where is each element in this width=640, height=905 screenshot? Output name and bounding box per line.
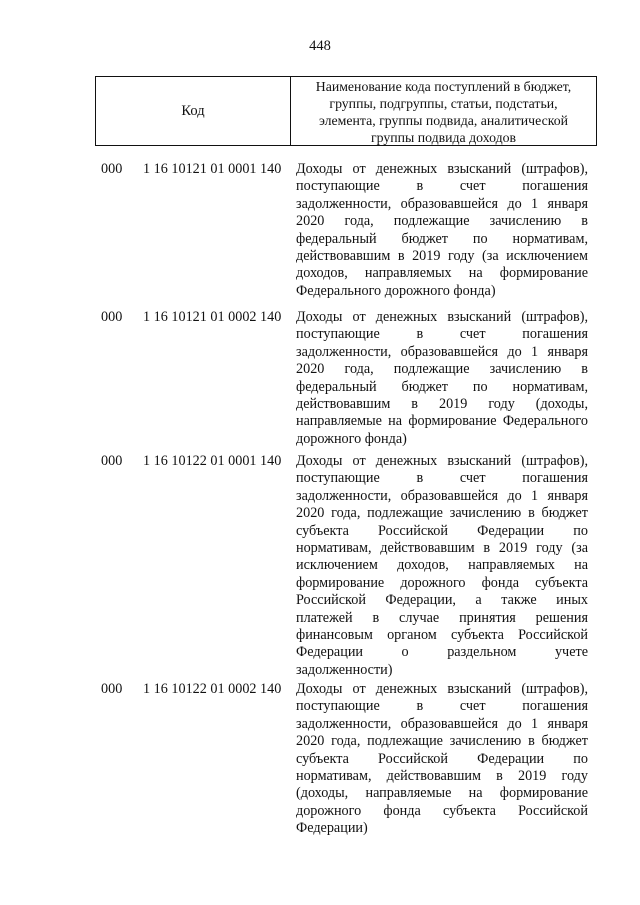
header-name-line: Наименование кода поступлений в бюджет,	[315, 79, 572, 94]
row-admin-code: 000	[101, 453, 123, 469]
description-line: поступающие в счет погашения	[296, 698, 588, 715]
description-line: Доходы от денежных взысканий (штрафов),	[296, 309, 588, 325]
description-line: исключением доходов, направляемых на	[296, 557, 588, 574]
description-line: Доходы от денежных взысканий (штрафов),	[296, 453, 588, 469]
row-admin-code: 000	[101, 161, 123, 177]
row-description	[296, 453, 588, 679]
description-line: (доходы, направляемые на формирование	[296, 785, 588, 802]
description-line: задолженности)	[296, 661, 393, 678]
description-line: поступающие в счет погашения	[296, 470, 588, 487]
description-line: Доходы от денежных взысканий (штрафов),	[296, 681, 588, 697]
header-code-cell: Код	[96, 77, 291, 145]
table-row	[101, 161, 588, 300]
description-line: 2020 года, подлежащие зачислению в	[296, 361, 588, 378]
description-line: доходов, направляемых на формирование	[296, 265, 588, 282]
table-header	[95, 76, 597, 146]
description-line: действовавшим в 2019 году (доходы,	[296, 396, 588, 413]
header-name-cell	[291, 77, 596, 145]
row-income-code: 1 16 10122 01 0002 140	[143, 681, 282, 697]
description-line: нормативам, действовавшим в 2019 году (за	[296, 540, 588, 557]
description-line: субъекта Российской Федерации по	[296, 750, 588, 767]
description-line: 2020 года, подлежащие зачислению в бюджет	[296, 505, 588, 522]
description-line: Федерации)	[296, 820, 368, 837]
description-line: Федерального дорожного фонда)	[296, 282, 496, 299]
table-row	[101, 453, 588, 679]
row-income-code: 1 16 10121 01 0001 140	[143, 161, 282, 177]
row-admin-code: 000	[101, 681, 123, 697]
description-line: задолженности, образовавшейся до 1 января	[296, 487, 588, 504]
description-line: Российской Федерации, а также иных	[296, 592, 588, 609]
description-line: нормативам, действовавшим в 2019 году	[296, 768, 588, 785]
description-line: задолженности, образовавшейся до 1 января	[296, 715, 588, 732]
description-line: поступающие в счет погашения	[296, 178, 588, 195]
row-income-code: 1 16 10122 01 0001 140	[143, 453, 282, 469]
row-description	[296, 161, 588, 300]
description-line: задолженности, образовавшейся до 1 января	[296, 195, 588, 212]
description-line: Доходы от денежных взысканий (штрафов),	[296, 161, 588, 177]
description-line: поступающие в счет погашения	[296, 326, 588, 343]
row-description	[296, 309, 588, 448]
description-line: Федерации о раздельном учете	[296, 644, 588, 661]
page-number: 448	[309, 38, 331, 54]
header-name-line: группы подвида доходов	[370, 130, 517, 145]
header-name-line: группы, подгруппы, статьи, подстатьи,	[329, 96, 558, 111]
description-line: задолженности, образовавшейся до 1 января	[296, 343, 588, 360]
row-admin-code: 000	[101, 309, 123, 325]
description-line: финансовым органом субъекта Российской	[296, 627, 588, 644]
description-line: дорожного фонда субъекта Российской	[296, 802, 588, 819]
description-line: субъекта Российской Федерации по	[296, 522, 588, 539]
description-line: направляемые на формирование Федерального	[296, 413, 588, 430]
description-line: федеральный бюджет по нормативам,	[296, 378, 588, 395]
header-name-line: элемента, группы подвида, аналитической	[319, 113, 568, 128]
description-line: платежей в случае принятия решения	[296, 609, 588, 626]
row-income-code: 1 16 10121 01 0002 140	[143, 309, 282, 325]
table-row	[101, 681, 588, 838]
description-line: 2020 года, подлежащие зачислению в	[296, 213, 588, 230]
description-line: федеральный бюджет по нормативам,	[296, 230, 588, 247]
description-line: 2020 года, подлежащие зачислению в бюджет	[296, 733, 588, 750]
row-description	[296, 681, 588, 838]
description-line: действовавшим в 2019 году (за исключением	[296, 248, 588, 265]
description-line: дорожного фонда)	[296, 430, 407, 447]
table-row	[101, 309, 588, 448]
description-line: формирование дорожного фонда субъекта	[296, 574, 588, 591]
